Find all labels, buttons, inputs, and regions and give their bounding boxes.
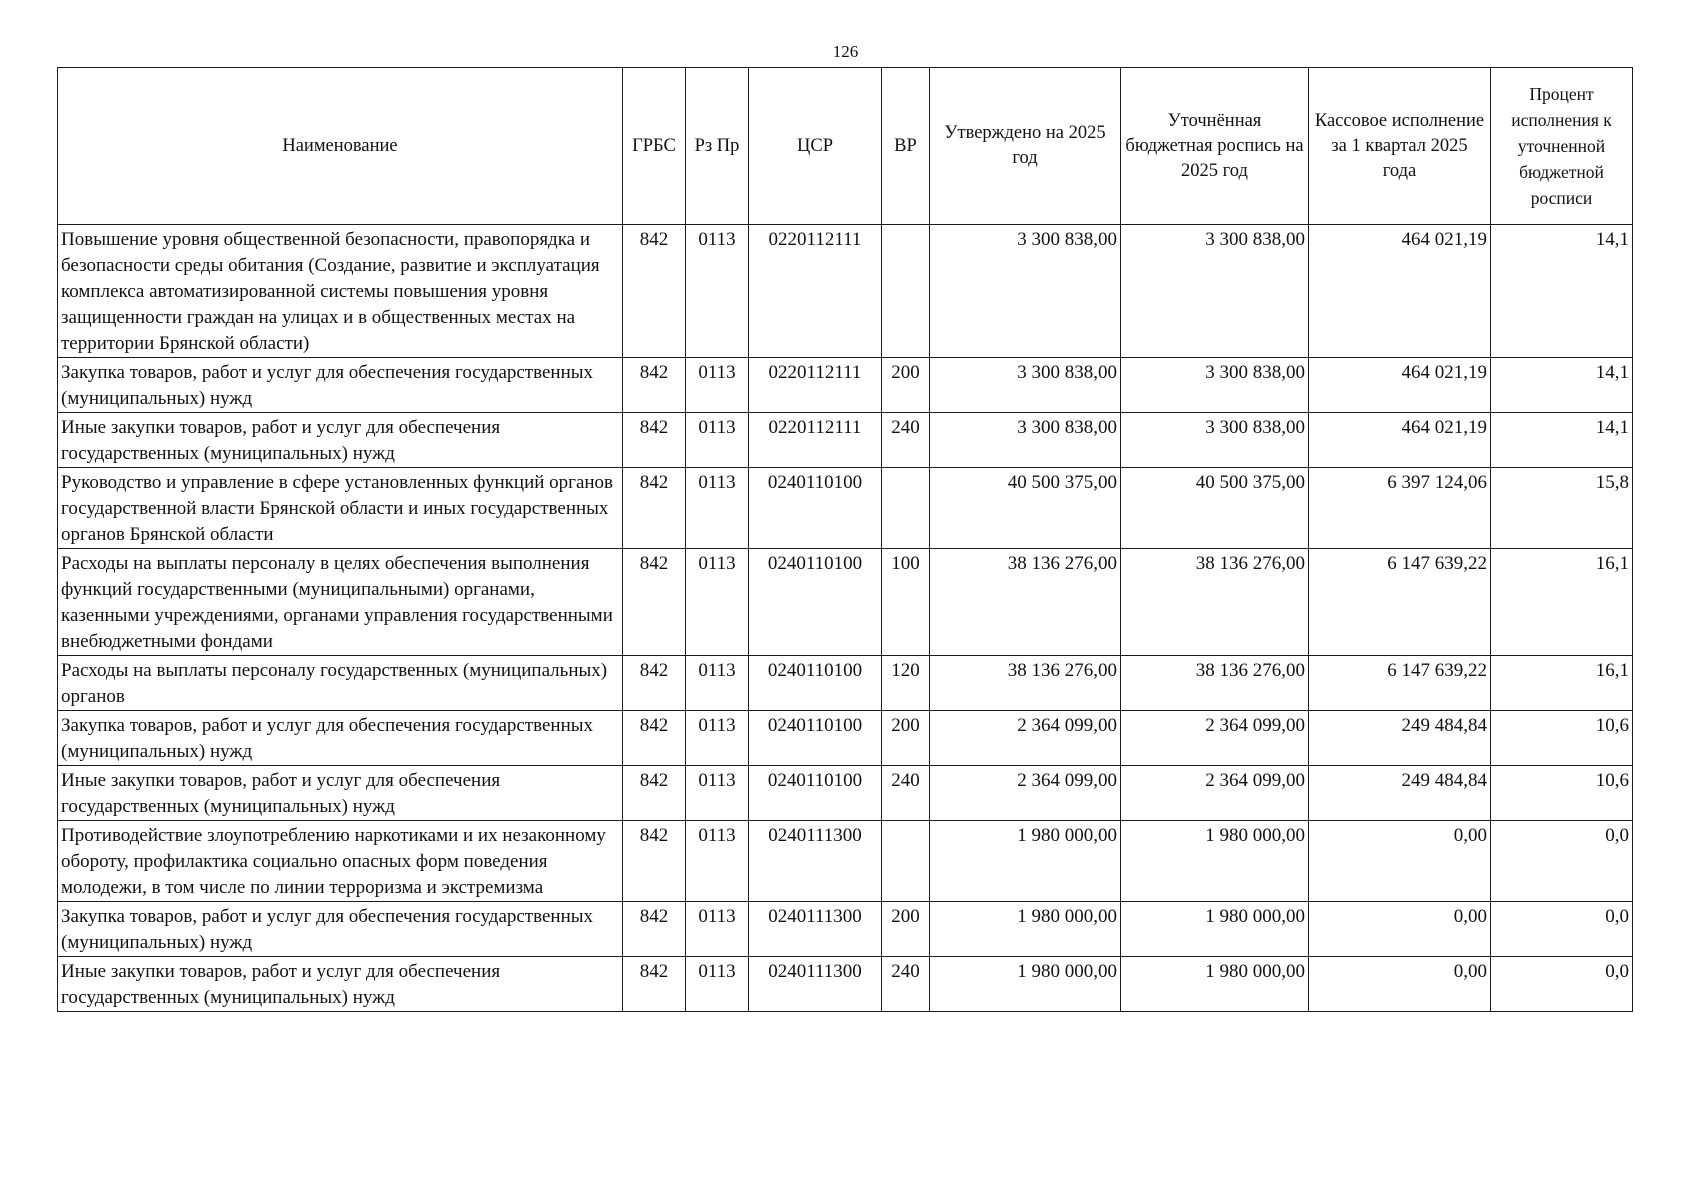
row-csr: 0240110100: [749, 656, 882, 711]
header-rzpr: Рз Пр: [686, 68, 749, 225]
row-refined: 1 980 000,00: [1121, 821, 1309, 902]
row-rzpr: 0113: [686, 902, 749, 957]
row-csr: 0240110100: [749, 711, 882, 766]
row-rzpr: 0113: [686, 957, 749, 1012]
header-name: Наименование: [58, 68, 623, 225]
table-header: [58, 68, 1633, 225]
row-csr: 0240111300: [749, 821, 882, 902]
budget-execution-table: [57, 67, 1633, 1012]
table-row: [58, 468, 1633, 549]
row-rzpr: 0113: [686, 656, 749, 711]
row-refined: 1 980 000,00: [1121, 957, 1309, 1012]
table-row: [58, 358, 1633, 413]
row-cash: 464 021,19: [1309, 225, 1491, 358]
row-name: Иные закупки товаров, работ и услуг для обеспечения государственных (муниципальных) нужд: [58, 413, 623, 468]
header-row: [58, 68, 1633, 225]
row-csr: 0240110100: [749, 766, 882, 821]
header-refined: Уточнённая бюджетная роспись на 2025 год: [1121, 68, 1309, 225]
row-cash: 0,00: [1309, 957, 1491, 1012]
row-vr: 240: [882, 957, 930, 1012]
row-refined: 2 364 099,00: [1121, 766, 1309, 821]
table-body: [58, 225, 1633, 1012]
row-refined: 2 364 099,00: [1121, 711, 1309, 766]
row-approved: 1 980 000,00: [930, 957, 1121, 1012]
row-rzpr: 0113: [686, 766, 749, 821]
row-rzpr: 0113: [686, 711, 749, 766]
row-percent: 15,8: [1491, 468, 1633, 549]
table-row: [58, 821, 1633, 902]
row-rzpr: 0113: [686, 549, 749, 656]
row-name: Иные закупки товаров, работ и услуг для обеспечения государственных (муниципальных) нужд: [58, 957, 623, 1012]
row-vr: 240: [882, 413, 930, 468]
row-cash: 464 021,19: [1309, 413, 1491, 468]
header-percent: Процент исполнения к уточненной бюджетной росписи: [1491, 68, 1633, 225]
row-refined: 38 136 276,00: [1121, 656, 1309, 711]
row-name: Закупка товаров, работ и услуг для обеспечения государственных (муниципальных) нужд: [58, 902, 623, 957]
row-percent: 0,0: [1491, 902, 1633, 957]
row-approved: 1 980 000,00: [930, 821, 1121, 902]
row-cash: 6 147 639,22: [1309, 656, 1491, 711]
row-rzpr: 0113: [686, 225, 749, 358]
row-csr: 0240110100: [749, 468, 882, 549]
row-csr: 0220112111: [749, 358, 882, 413]
header-approved: Утверждено на 2025 год: [930, 68, 1121, 225]
row-csr: 0220112111: [749, 225, 882, 358]
row-csr: 0240110100: [749, 549, 882, 656]
row-percent: 0,0: [1491, 821, 1633, 902]
row-approved: 40 500 375,00: [930, 468, 1121, 549]
row-approved: 3 300 838,00: [930, 413, 1121, 468]
row-percent: 10,6: [1491, 766, 1633, 821]
row-percent: 16,1: [1491, 656, 1633, 711]
row-vr: 240: [882, 766, 930, 821]
row-name: Закупка товаров, работ и услуг для обеспечения государственных (муниципальных) нужд: [58, 711, 623, 766]
table-row: [58, 711, 1633, 766]
row-grbs: 842: [623, 549, 686, 656]
row-vr: [882, 821, 930, 902]
row-cash: 249 484,84: [1309, 766, 1491, 821]
row-vr: 200: [882, 711, 930, 766]
row-name: Иные закупки товаров, работ и услуг для обеспечения государственных (муниципальных) нужд: [58, 766, 623, 821]
row-grbs: 842: [623, 766, 686, 821]
row-csr: 0240111300: [749, 957, 882, 1012]
row-approved: 1 980 000,00: [930, 902, 1121, 957]
table-row: [58, 957, 1633, 1012]
row-cash: 0,00: [1309, 902, 1491, 957]
header-cash: Кассовое исполнение за 1 квартал 2025 года: [1309, 68, 1491, 225]
row-vr: 200: [882, 902, 930, 957]
row-vr: [882, 225, 930, 358]
row-percent: 16,1: [1491, 549, 1633, 656]
row-refined: 3 300 838,00: [1121, 358, 1309, 413]
row-csr: 0240111300: [749, 902, 882, 957]
row-name: Расходы на выплаты персоналу государственных (муниципальных) органов: [58, 656, 623, 711]
row-name: Расходы на выплаты персоналу в целях обеспечения выполнения функций государственными (муниципальными) органами, казенными учреждениями, органами управления государственными внебюджетными фондами: [58, 549, 623, 656]
row-name: Повышение уровня общественной безопасности, правопорядка и безопасности среды обитания (Создание, развитие и эксплуатация комплекса автоматизированной системы повышения уровня защищенности граждан на улицах и в общественных местах на территории Брянской области): [58, 225, 623, 358]
row-percent: 14,1: [1491, 358, 1633, 413]
row-name: Закупка товаров, работ и услуг для обеспечения государственных (муниципальных) нужд: [58, 358, 623, 413]
row-csr: 0220112111: [749, 413, 882, 468]
row-approved: 3 300 838,00: [930, 358, 1121, 413]
row-vr: 100: [882, 549, 930, 656]
header-vr: ВР: [882, 68, 930, 225]
header-csr: ЦСР: [749, 68, 882, 225]
row-vr: [882, 468, 930, 549]
table-row: [58, 549, 1633, 656]
table-row: [58, 225, 1633, 358]
row-rzpr: 0113: [686, 468, 749, 549]
table-row: [58, 902, 1633, 957]
row-grbs: 842: [623, 821, 686, 902]
page-number: 126: [832, 42, 859, 61]
table-row: [58, 656, 1633, 711]
row-cash: 6 397 124,06: [1309, 468, 1491, 549]
row-refined: 38 136 276,00: [1121, 549, 1309, 656]
row-cash: 0,00: [1309, 821, 1491, 902]
row-approved: 2 364 099,00: [930, 766, 1121, 821]
row-rzpr: 0113: [686, 821, 749, 902]
row-refined: 1 980 000,00: [1121, 902, 1309, 957]
row-cash: 6 147 639,22: [1309, 549, 1491, 656]
row-grbs: 842: [623, 225, 686, 358]
row-cash: 464 021,19: [1309, 358, 1491, 413]
row-grbs: 842: [623, 358, 686, 413]
row-percent: 14,1: [1491, 413, 1633, 468]
table-row: [58, 413, 1633, 468]
row-approved: 3 300 838,00: [930, 225, 1121, 358]
row-percent: 10,6: [1491, 711, 1633, 766]
row-rzpr: 0113: [686, 413, 749, 468]
row-vr: 200: [882, 358, 930, 413]
row-refined: 3 300 838,00: [1121, 413, 1309, 468]
row-rzpr: 0113: [686, 358, 749, 413]
row-name: Руководство и управление в сфере установленных функций органов государственной власти Брянской области и иных государственных органов Брянской области: [58, 468, 623, 549]
row-approved: 2 364 099,00: [930, 711, 1121, 766]
row-grbs: 842: [623, 468, 686, 549]
row-grbs: 842: [623, 711, 686, 766]
row-approved: 38 136 276,00: [930, 656, 1121, 711]
header-grbs: ГРБС: [623, 68, 686, 225]
row-vr: 120: [882, 656, 930, 711]
row-percent: 0,0: [1491, 957, 1633, 1012]
row-grbs: 842: [623, 656, 686, 711]
row-percent: 14,1: [1491, 225, 1633, 358]
row-cash: 249 484,84: [1309, 711, 1491, 766]
row-approved: 38 136 276,00: [930, 549, 1121, 656]
row-grbs: 842: [623, 413, 686, 468]
table-row: [58, 766, 1633, 821]
row-name: Противодействие злоупотреблению наркотиками и их незаконному обороту, профилактика социально опасных форм поведения молодежи, в том числе по линии терроризма и экстремизма: [58, 821, 623, 902]
row-refined: 40 500 375,00: [1121, 468, 1309, 549]
row-grbs: 842: [623, 902, 686, 957]
row-grbs: 842: [623, 957, 686, 1012]
row-refined: 3 300 838,00: [1121, 225, 1309, 358]
